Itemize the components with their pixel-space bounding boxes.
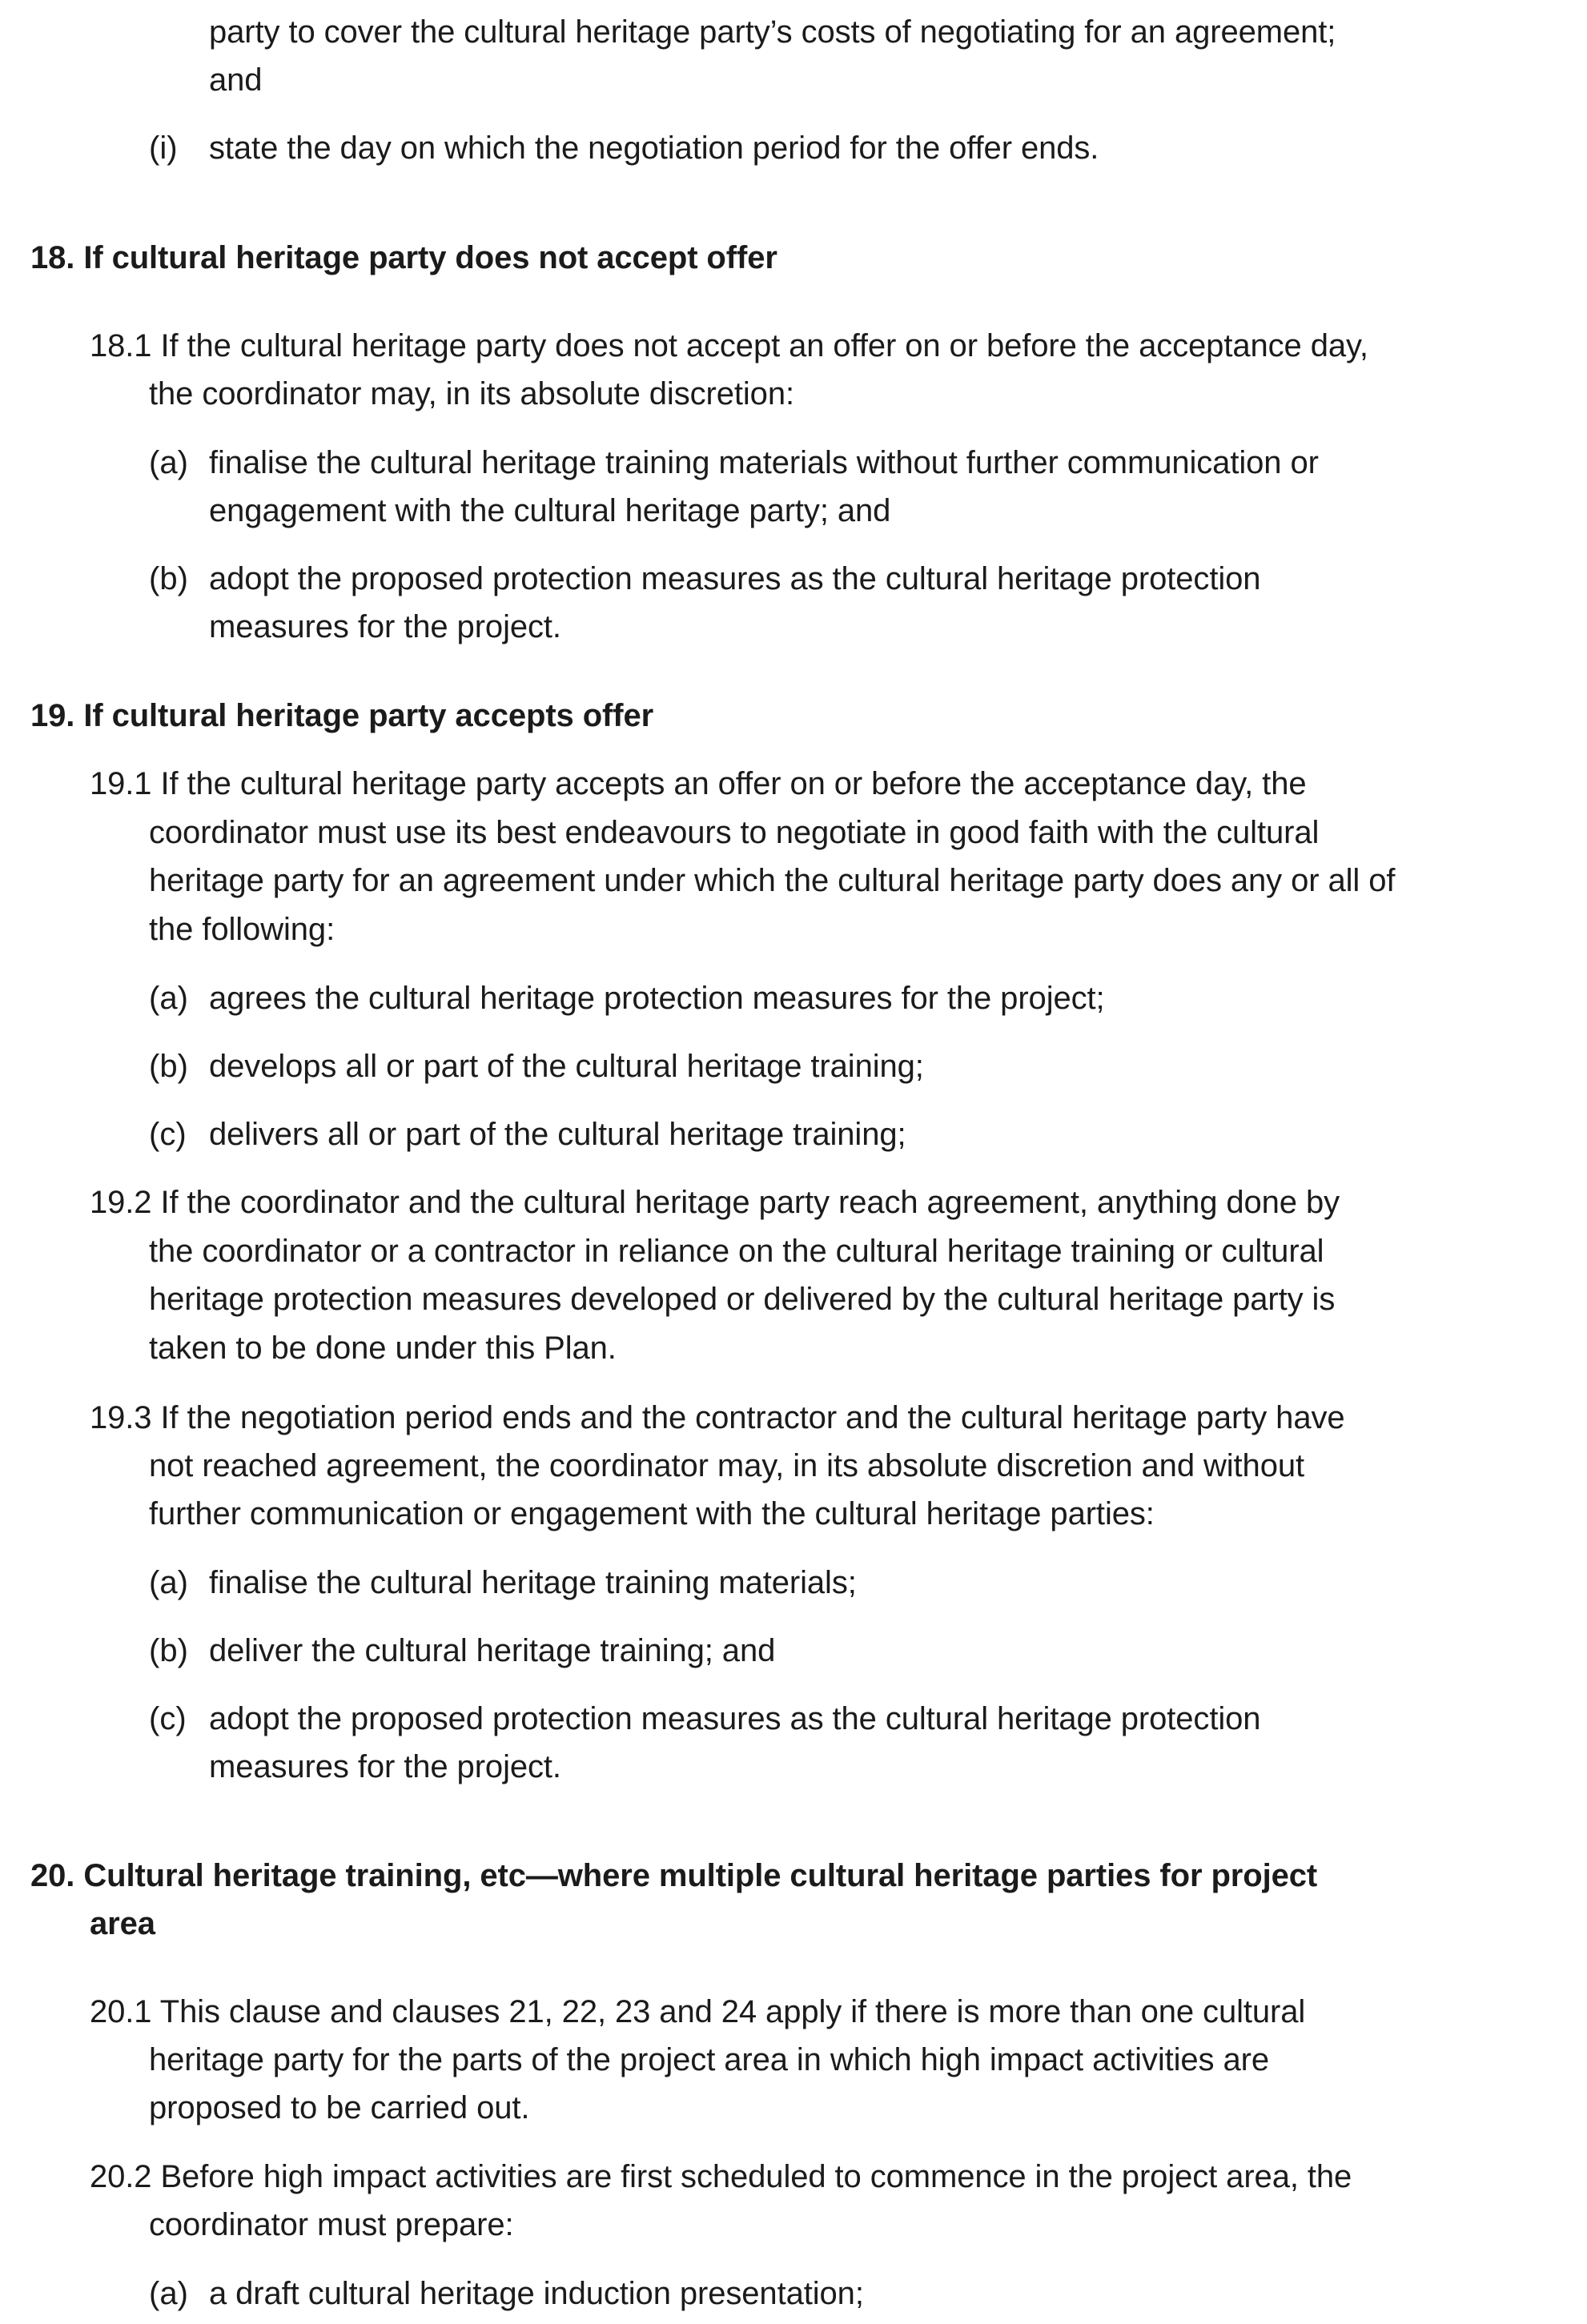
continuation-line: and <box>209 62 263 98</box>
clause-text: 19.3 If the negotiation period ends and the contractor and the cultural heritage party have <box>90 1400 1345 1435</box>
continuation-line: party to cover the cultural heritage party’s costs of negotiating for an agreement; <box>209 14 1336 50</box>
list-item-text: engagement with the cultural heritage party; and <box>209 493 891 528</box>
list-label: (c) <box>149 1117 187 1152</box>
clause-text: heritage party for the parts of the project area in which high impact activities are <box>149 2042 1269 2077</box>
clause-text: heritage party for an agreement under which the cultural heritage party does any or all of <box>149 863 1396 898</box>
clause-text: heritage protection measures developed or delivered by the cultural heritage party is <box>149 1282 1336 1317</box>
list-item-text: a draft cultural heritage induction presentation; <box>209 2276 864 2311</box>
list-item-text: state the day on which the negotiation period for the offer ends. <box>209 130 1099 166</box>
clause-text: the coordinator or a contractor in reliance on the cultural heritage training or cultural <box>149 1234 1324 1269</box>
list-item-text: deliver the cultural heritage training; and <box>209 1633 776 1668</box>
list-label: (b) <box>149 1633 188 1668</box>
list-label: (c) <box>149 1701 187 1736</box>
list-item-text: finalise the cultural heritage training materials; <box>209 1565 857 1600</box>
list-label: (a) <box>149 981 188 1016</box>
list-item-text: delivers all or part of the cultural heritage training; <box>209 1117 906 1152</box>
list-label: (i) <box>149 130 178 166</box>
clause-text: 20.1 This clause and clauses 21, 22, 23 and 24 apply if there is more than one cultural <box>90 1994 1306 2029</box>
clause-text: 19.2 If the coordinator and the cultural heritage party reach agreement, anything done by <box>90 1185 1340 1220</box>
clause-text: not reached agreement, the coordinator may, in its absolute discretion and without <box>149 1448 1305 1483</box>
clause-text: the coordinator may, in its absolute discretion: <box>149 376 794 411</box>
clause-text: coordinator must prepare: <box>149 2207 514 2242</box>
list-item-text: agrees the cultural heritage protection measures for the project; <box>209 981 1105 1016</box>
clause-text: 18.1 If the cultural heritage party does not accept an offer on or before the acceptance day, <box>90 328 1368 363</box>
clause-text: 19.1 If the cultural heritage party accepts an offer on or before the acceptance day, the <box>90 766 1307 801</box>
list-item-text: finalise the cultural heritage training materials without further communication or <box>209 445 1319 480</box>
list-label: (a) <box>149 445 188 480</box>
clause-text: the following: <box>149 912 335 947</box>
list-item-text: measures for the project. <box>209 609 561 644</box>
clause-text: further communication or engagement with the cultural heritage parties: <box>149 1496 1155 1531</box>
clause-text: coordinator must use its best endeavours to negotiate in good faith with the cultural <box>149 815 1320 850</box>
list-item-text: adopt the proposed protection measures as the cultural heritage protection <box>209 561 1261 596</box>
clause-text: 20.2 Before high impact activities are first scheduled to commence in the project area, the <box>90 2159 1352 2194</box>
list-item-text: develops all or part of the cultural heritage training; <box>209 1049 924 1084</box>
section-heading: 19. If cultural heritage party accepts offer <box>30 698 654 733</box>
list-label: (b) <box>149 561 188 596</box>
clause-text: proposed to be carried out. <box>149 2090 530 2125</box>
section-heading: 20. Cultural heritage training, etc—where multiple cultural heritage parties for project <box>30 1858 1318 1893</box>
list-label: (b) <box>149 1049 188 1084</box>
list-item-text: adopt the proposed protection measures as the cultural heritage protection <box>209 1701 1261 1736</box>
clause-text: taken to be done under this Plan. <box>149 1331 617 1366</box>
section-heading: area <box>90 1906 155 1941</box>
list-label: (a) <box>149 1565 188 1600</box>
list-item-text: measures for the project. <box>209 1749 561 1784</box>
list-label: (a) <box>149 2276 188 2311</box>
section-heading: 18. If cultural heritage party does not accept offer <box>30 240 777 275</box>
